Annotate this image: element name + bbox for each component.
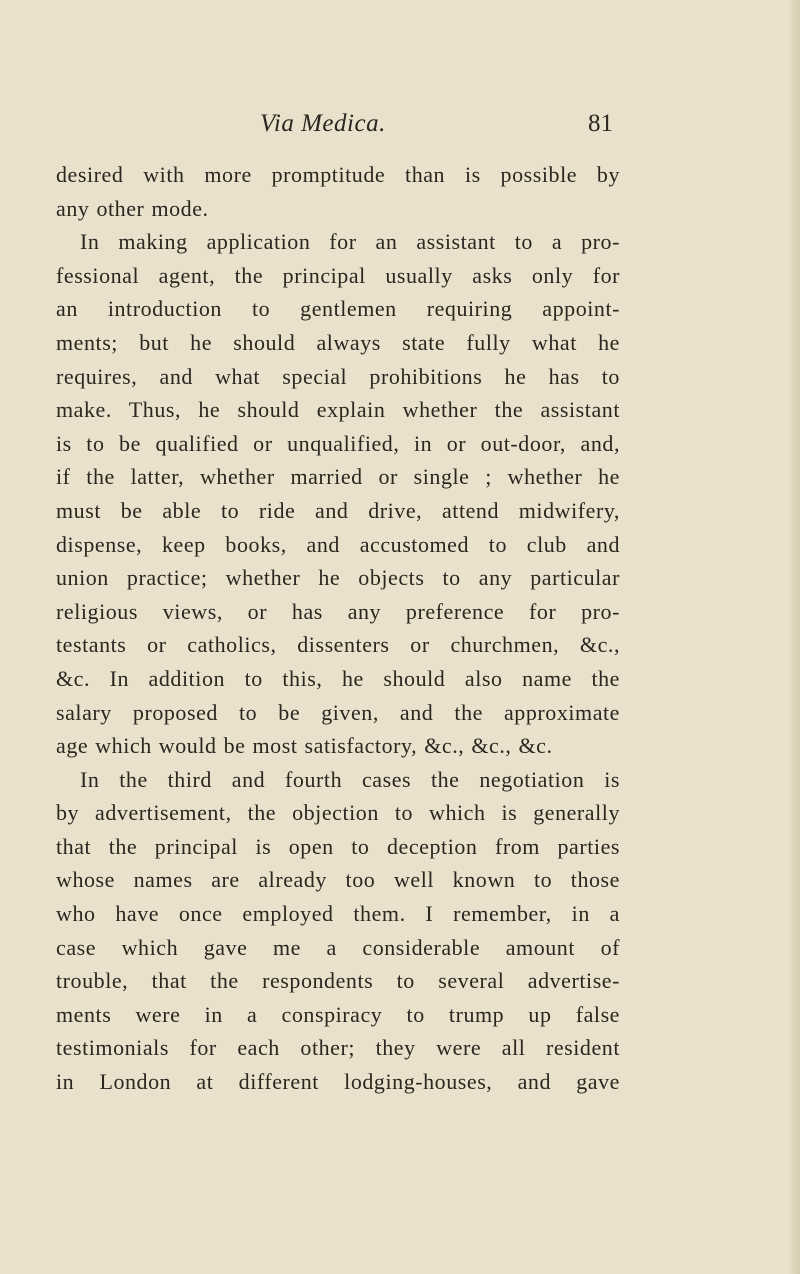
running-title: Via Medica. [260, 110, 386, 137]
text-line: religious views, or has any preference for pro- [56, 598, 620, 624]
text-line: fessional agent, the principal usually asks only for [56, 262, 620, 288]
text-line: that the principal is open to deception from parties [56, 833, 620, 859]
text-line: &c. In addition to this, he should also name the [56, 665, 620, 691]
text-line: salary proposed to be given, and the approximate [56, 699, 620, 725]
page-number: 81 [588, 110, 613, 137]
text-line: dispense, keep books, and accustomed to club and [56, 531, 620, 557]
text-line: trouble, that the respondents to several advertise- [56, 968, 620, 994]
text-line: who have once employed them. I remember, in a [56, 901, 620, 927]
text-line: make. Thus, he should explain whether the assistant [56, 397, 620, 423]
text-line: an introduction to gentlemen requiring appoint- [56, 296, 620, 322]
running-header [0, 110, 800, 144]
text-line: In the third and fourth cases the negotiation is [80, 766, 620, 792]
text-line: testimonials for each other; they were all resident [56, 1035, 620, 1061]
text-line: in London at different lodging-houses, and gave [56, 1069, 620, 1095]
text-line: desired with more promptitude than is possible by [56, 162, 620, 187]
text-line: ments; but he should always state fully what he [56, 329, 620, 355]
text-line: union practice; whether he objects to any particular [56, 565, 620, 591]
text-line: is to be qualified or unqualified, in or out-door, and, [56, 430, 620, 456]
page-edge [790, 0, 800, 1274]
text-line: case which gave me a considerable amount of [56, 934, 620, 960]
body-text [56, 158, 620, 1099]
text-line: testants or catholics, dissenters or churchmen, &c., [56, 632, 620, 658]
text-line: must be able to ride and drive, attend midwifery, [56, 497, 620, 523]
text-line: In making application for an assistant to a pro- [80, 229, 620, 255]
text-line: whose names are already too well known to those [56, 867, 620, 893]
text-line: age which would be most satisfactory, &c., &c., &c. [56, 733, 553, 759]
text-line: any other mode. [56, 195, 209, 221]
text-line: by advertisement, the objection to which is generally [56, 800, 620, 826]
text-line: ments were in a conspiracy to trump up false [56, 1001, 620, 1027]
text-line: requires, and what special prohibitions he has to [56, 363, 620, 389]
text-line: if the latter, whether married or single ; whether he [56, 464, 620, 490]
